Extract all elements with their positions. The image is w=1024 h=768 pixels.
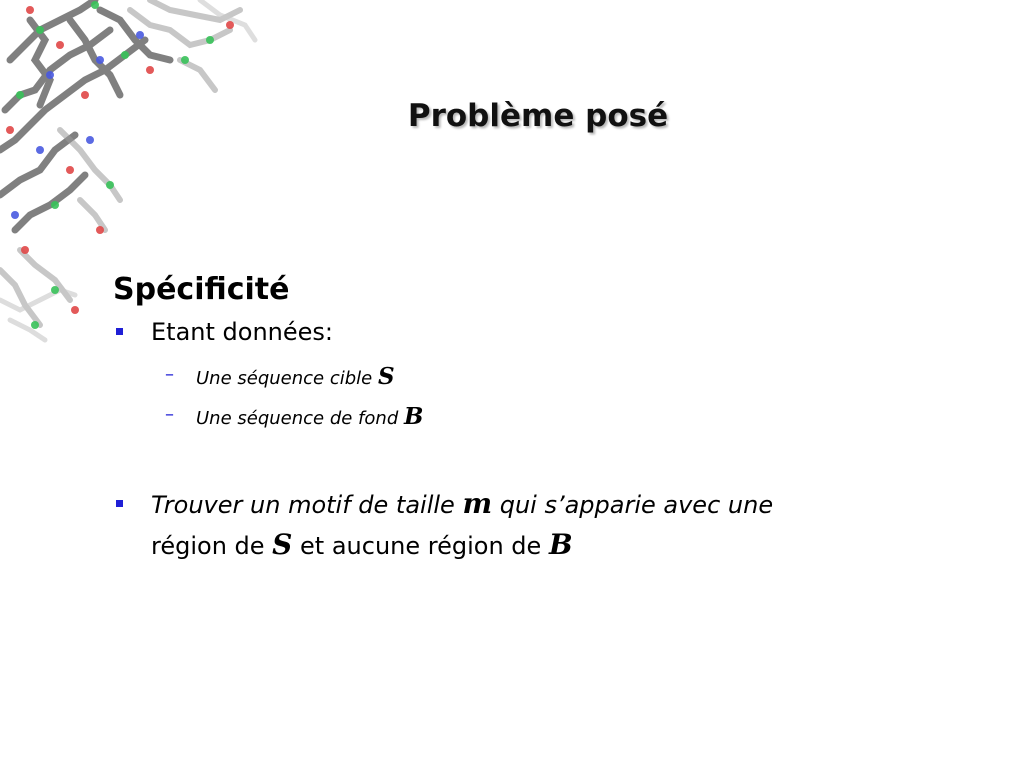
slide-title: Problème posé bbox=[407, 98, 669, 134]
dash-bullet-icon: – bbox=[165, 364, 174, 385]
sub-bullet-text: Une séquence cible bbox=[196, 368, 378, 389]
bullet-text: Trouver un motif de taille bbox=[151, 491, 463, 519]
bullet-text: et aucune région de bbox=[292, 532, 549, 560]
square-bullet-icon bbox=[116, 500, 123, 507]
sub-bullet-sequence-cible bbox=[196, 363, 395, 390]
bullet-text: région de bbox=[151, 532, 273, 560]
bullet-trouver-line2 bbox=[151, 528, 573, 561]
bullet-text-etant-donnees: Etant données: bbox=[151, 318, 333, 346]
sub-bullet-text: Une séquence de fond bbox=[196, 408, 404, 429]
variable-s: S bbox=[272, 528, 293, 561]
variable-b: B bbox=[403, 403, 424, 430]
section-heading: Spécificité bbox=[113, 272, 290, 307]
bullet-trouver-line1 bbox=[151, 487, 773, 520]
variable-m: m bbox=[462, 487, 493, 520]
variable-b: B bbox=[548, 528, 573, 561]
sub-bullet-sequence-fond bbox=[196, 403, 423, 430]
bullet-text: qui s’apparie avec une bbox=[492, 491, 774, 519]
variable-s: S bbox=[377, 363, 395, 390]
square-bullet-icon bbox=[116, 328, 123, 335]
dash-bullet-icon: – bbox=[165, 404, 174, 425]
